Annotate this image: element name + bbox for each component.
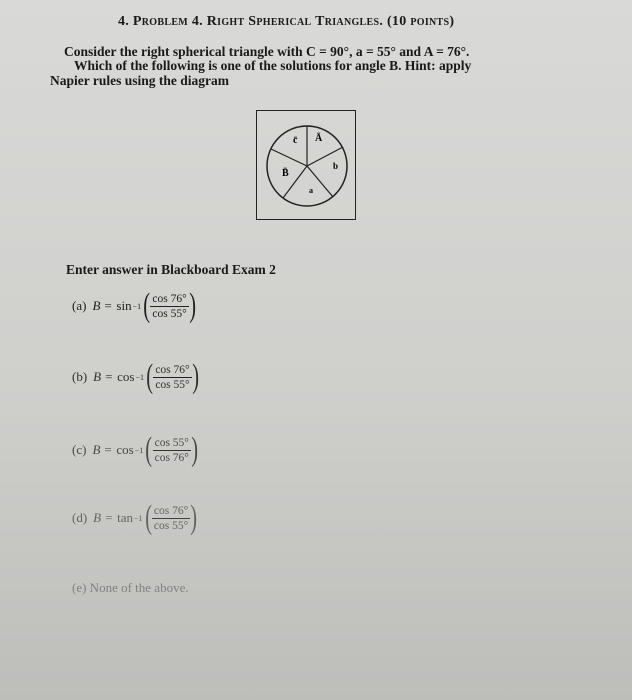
problem-number: 4. <box>118 14 130 29</box>
option-d <box>72 496 200 540</box>
option-d-label: (d) <box>72 510 88 525</box>
inverse-marker: −1 <box>135 372 144 382</box>
option-d-func: tan <box>117 510 134 525</box>
option-a <box>72 284 198 328</box>
inverse-marker: −1 <box>132 301 142 311</box>
right-paren: ) <box>190 499 198 536</box>
napier-circle-diagram <box>256 110 356 220</box>
napier-circle-svg <box>257 111 357 221</box>
left-paren: ( <box>144 499 152 536</box>
label-b: b <box>333 161 339 171</box>
inverse-marker: −1 <box>134 513 143 523</box>
label-c-bar: c̄ <box>293 135 298 146</box>
option-a-numerator: cos 76° <box>152 292 187 305</box>
option-c <box>72 428 200 472</box>
option-d-numerator: cos 76° <box>153 504 189 517</box>
problem-topic: Right Spherical Triangles. <box>206 14 384 29</box>
option-d-fraction <box>152 505 190 532</box>
label-b-bar: B̄ <box>282 168 289 179</box>
inverse-marker: −1 <box>134 445 144 455</box>
problem-label: Problem 4. <box>132 14 203 29</box>
option-b-numerator: cos 76° <box>155 363 190 376</box>
left-paren: ( <box>146 358 154 395</box>
option-b-denominator: cos 55° <box>155 378 190 391</box>
problem-heading <box>118 14 454 30</box>
option-c-func: cos <box>116 442 134 457</box>
option-a-fraction <box>150 293 188 320</box>
option-c-numerator: cos 55° <box>154 436 189 449</box>
problem-statement-line-3: Napier rules using the diagram <box>50 73 230 88</box>
option-c-label: (c) <box>72 442 87 457</box>
option-c-denominator: cos 76° <box>154 451 189 464</box>
option-b-label: (b) <box>72 369 88 384</box>
option-b-lhs: B = <box>93 369 114 384</box>
option-b <box>72 355 201 399</box>
left-paren: ( <box>145 431 153 468</box>
option-c-lhs: B = <box>92 442 113 457</box>
right-paren: ) <box>191 431 198 468</box>
option-e: (e) None of the above. <box>72 580 189 595</box>
option-d-denominator: cos 55° <box>153 519 189 532</box>
problem-statement-line-1: Consider the right spherical triangle with C = 90°, a = 55° and A = 76°. <box>64 44 470 59</box>
instruction-text: Enter answer in Blackboard Exam 2 <box>66 262 276 277</box>
spoke-left <box>271 149 307 166</box>
option-b-fraction <box>153 364 191 391</box>
option-b-func: cos <box>117 369 135 384</box>
right-paren: ) <box>189 287 196 324</box>
left-paren: ( <box>143 287 151 324</box>
option-c-fraction <box>153 437 191 464</box>
right-paren: ) <box>191 358 199 395</box>
option-a-label: (a) <box>72 298 87 313</box>
problem-points: (10 points) <box>386 14 455 29</box>
label-a-bar: Ā <box>315 133 323 144</box>
option-d-lhs: B = <box>93 510 114 525</box>
label-a: a <box>309 186 313 195</box>
problem-statement-line-2: Which of the following is one of the solutions for angle B. Hint: apply <box>74 58 472 73</box>
option-a-lhs: B = <box>92 298 113 313</box>
option-a-denominator: cos 55° <box>152 307 187 320</box>
option-a-func: sin <box>116 298 132 313</box>
